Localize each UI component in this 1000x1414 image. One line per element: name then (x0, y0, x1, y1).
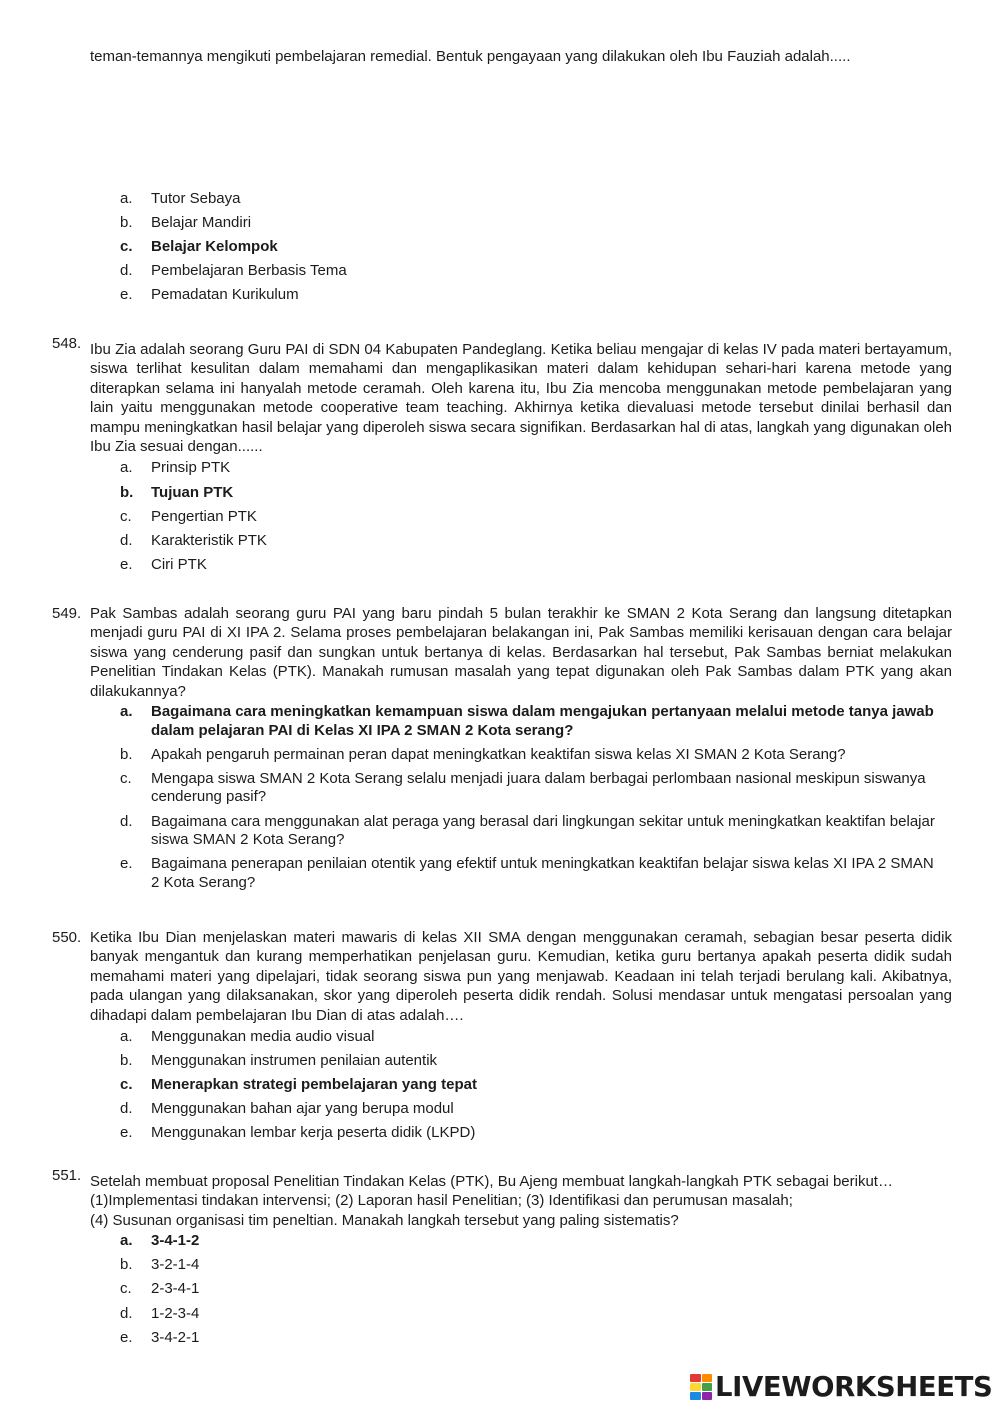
question-550 (0, 928, 1000, 1149)
option-letter: b. (120, 483, 134, 501)
option-text: Menerapkan strategi pembelajaran yang tepat (151, 1076, 477, 1094)
option-text: 3-2-1-4 (151, 1256, 200, 1274)
options-list (0, 1232, 1000, 1347)
option-text: Belajar Kelompok (151, 238, 278, 256)
logo-tile (690, 1383, 701, 1391)
option-text: Pemadatan Kurikulum (151, 286, 299, 304)
logo-tile (702, 1392, 713, 1400)
option-a[interactable] (0, 703, 941, 740)
option-e[interactable] (0, 855, 941, 892)
question-text: Pak Sambas adalah seorang guru PAI yang baru pindah 5 bulan terakhir ke SMAN 2 Kota Serang dan langsung ditetapkan menjadi guru PAI di XI IPA 2. Selama proses pembelajaran belakangan ini, Pak Sambas memiliki kerisauan dengan cara belajar siswa yang cenderung pasif dan sungkan untuk bertanya di kelas. Berdasarkan hal tersebut, Pak Sambas berniat melakukan Penelitian Tindakan Kelas (PTK). Manakah rumusan masalah yang tepat digunakan oleh Pak Sambas dalam PTK yang akan dilakukannya? (90, 605, 952, 700)
question-number: 551. (52, 1167, 82, 1184)
option-letter: e. (120, 1124, 133, 1142)
option-letter: c. (120, 1280, 132, 1298)
option-text: Belajar Mandiri (151, 214, 252, 232)
option-e[interactable] (0, 556, 941, 575)
option-e[interactable] (0, 1124, 941, 1143)
logo-tile (690, 1392, 701, 1400)
options-list (0, 703, 1000, 892)
option-letter: e. (120, 1328, 133, 1346)
option-letter: b. (120, 1256, 133, 1274)
option-letter: a. (120, 190, 133, 207)
liveworksheets-logo (690, 1371, 992, 1403)
option-c[interactable] (0, 508, 941, 527)
option-text: Bagaimana penerapan penilaian otentik yang efektif untuk meningkatkan keaktifan belajar siswa kelas XI IPA 2 SMAN 2 Kota Serang? (151, 855, 934, 891)
option-letter: c. (120, 238, 133, 256)
option-letter: c. (120, 1076, 133, 1094)
option-letter: a. (120, 703, 133, 721)
option-letter: e. (120, 286, 133, 304)
option-text: 3-4-2-1 (151, 1328, 200, 1346)
option-text: Karakteristik PTK (151, 531, 267, 549)
option-letter: a. (120, 1232, 133, 1250)
question-number: 550. (52, 929, 82, 946)
option-text: Menggunakan bahan ajar yang berupa modul (151, 1100, 454, 1118)
option-letter: a. (120, 459, 133, 477)
question-number: 549. (52, 605, 82, 622)
option-letter: d. (120, 262, 133, 280)
option-b[interactable] (0, 1256, 941, 1275)
option-text: Tujuan PTK (151, 483, 234, 501)
question-number: 548. (52, 335, 82, 352)
option-a[interactable] (0, 1028, 941, 1047)
option-b[interactable] (0, 484, 941, 503)
options-list (0, 1028, 1000, 1143)
option-d[interactable] (0, 813, 941, 850)
option-letter: a. (120, 1028, 133, 1046)
option-e[interactable] (0, 1329, 941, 1348)
option-letter: b. (120, 745, 133, 763)
option-text: Bagaimana cara menggunakan alat peraga yang berasal dari lingkungan sekitar untuk meningkatkan keaktifan belajar siswa SMAN 2 Kota Serang? (151, 812, 935, 849)
option-c[interactable] (0, 1280, 941, 1299)
option-text: Menggunakan instrumen penilaian autentik (151, 1052, 438, 1070)
question-text: Setelah membuat proposal Penelitian Tindakan Kelas (PTK), Bu Ajeng membuat langkah-langkah PTK sebagai berikut… (1)Implementasi tindakan intervensi; (2) Laporan hasil Penelitian; (3) Identifikasi dan perumusan masalah; (90, 1173, 893, 1210)
option-d[interactable] (0, 1305, 941, 1324)
option-d[interactable] (0, 532, 941, 551)
option-text: Bagaimana cara meningkatkan kemampuan siswa dalam mengajukan pertanyaan melalui metode tanya jawab dalam pelajaran PAI di Kelas XI IPA 2 SMAN 2 Kota serang? (151, 703, 934, 739)
option-letter: e. (120, 555, 133, 573)
option-text: Mengapa siswa SMAN 2 Kota Serang selalu menjadi juara dalam berbagai perlombaan nasional meskipun siswanya cenderung pasif? (151, 769, 926, 806)
option-c[interactable] (0, 238, 941, 257)
question-text: Ibu Zia adalah seorang Guru PAI di SDN 04 Kabupaten Pandeglang. Ketika beliau mengajar di kelas IV pada materi bertayamum, siswa terlihat kesulitan dalam memahami dan mengaplikasikan materi dalam kehidupan sehari-hari karena metode yang diterapkan selama ini hanyalah metode ceramah. Oleh karena itu, Ibu Zia mencoba menggunakan metode pembelajaran yang lain yaitu menggunakan metode cooperative team teaching. Akhirnya ketika dievaluasi metode tersebut dinilai berhasil dan mampu meningkatkan hasil belajar yang diperoleh siswa secara signifikan. Berdasarkan hal di atas, langkah yang digunakan oleh Ibu Zia sesuai dengan...... (90, 341, 952, 456)
logo-text: LIVEWORKSHEETS (715, 1371, 993, 1403)
question-text: Ketika Ibu Dian menjelaskan materi mawaris di kelas XII SMA dengan menggunakan ceramah, sebagian besar peserta didik banyak mengantuk dan kurang memperhatikan penjelasan guru. Kemudian, ketika guru bertanya apakah peserta didik sudah memahami materi yang dipelajari, tidak seorang siswa pun yang menjawab. Keadaan ini telah terjadi berulang kali. Akibatnya, pada ulangan yang dilaksanakan, skor yang diperoleh peserta didik rendah. Solusi mendasar untuk mengatasi persoalan yang dihadapi dalam pembelajaran Ibu Dian di atas adalah…. (90, 929, 952, 1024)
options-list (0, 459, 1000, 574)
option-text: 3-4-1-2 (151, 1232, 200, 1250)
option-b[interactable] (0, 746, 941, 765)
option-letter: b. (120, 1052, 133, 1070)
option-letter: b. (120, 214, 133, 232)
option-d[interactable] (0, 262, 941, 281)
option-text: Ciri PTK (151, 555, 207, 573)
option-letter: e. (120, 855, 133, 873)
option-letter: d. (120, 1100, 133, 1118)
option-text: Pembelajaran Berbasis Tema (151, 262, 347, 280)
option-e[interactable] (0, 286, 941, 305)
option-text: Tutor Sebaya (151, 190, 241, 207)
options-list (0, 190, 1000, 305)
option-text: Prinsip PTK (151, 459, 231, 477)
option-letter: d. (120, 812, 133, 830)
option-letter: c. (120, 507, 132, 525)
question-549 (0, 604, 1000, 898)
question-text-continued: (4) Susunan organisasi tim peneltian. Manakah langkah tersebut yang paling sistematis? (90, 1211, 679, 1229)
intro-text: teman-temannya mengikuti pembelajaran remedial. Bentuk pengayaan yang dilakukan oleh Ibu Fauziah adalah..... (90, 48, 851, 65)
question-548 (0, 335, 1000, 580)
logo-tile (702, 1374, 713, 1382)
logo-tile (690, 1374, 701, 1382)
option-a[interactable] (0, 190, 941, 209)
option-c[interactable] (0, 1076, 941, 1095)
option-b[interactable] (0, 214, 941, 233)
option-a[interactable] (0, 1232, 941, 1251)
option-text: Menggunakan lembar kerja peserta didik (LKPD) (151, 1124, 476, 1142)
option-text: Pengertian PTK (151, 507, 257, 525)
option-a[interactable] (0, 459, 941, 478)
option-text: 2-3-4-1 (151, 1280, 200, 1298)
option-text: 1-2-3-4 (151, 1304, 200, 1322)
option-text: Menggunakan media audio visual (151, 1028, 375, 1046)
logo-tile (702, 1383, 713, 1391)
option-text: Apakah pengaruh permainan peran dapat meningkatkan keaktifan siswa kelas XI SMAN 2 Kota Serang? (151, 745, 846, 763)
option-letter: d. (120, 531, 133, 549)
option-letter: d. (120, 1304, 133, 1322)
question-551 (0, 1167, 1000, 1353)
option-letter: c. (120, 769, 132, 787)
question-547 (0, 190, 1000, 310)
liveworksheets-logo-icon (690, 1374, 712, 1400)
option-d[interactable] (0, 1100, 941, 1119)
option-c[interactable] (0, 770, 941, 807)
option-b[interactable] (0, 1052, 941, 1071)
